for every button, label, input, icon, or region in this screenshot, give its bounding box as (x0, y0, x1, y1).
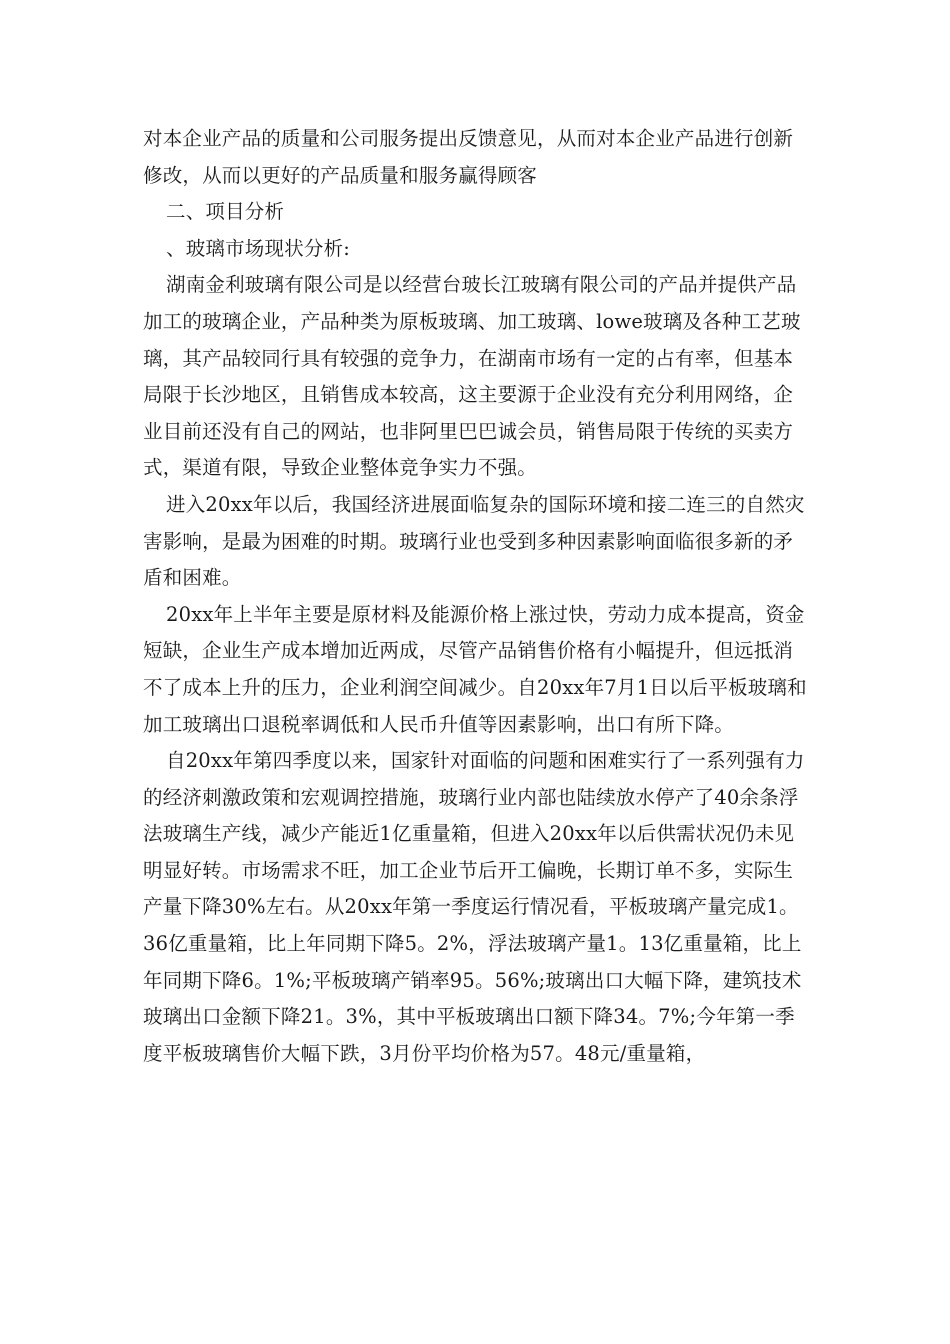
paragraph-fourth-quarter: 自20xx年第四季度以来，国家针对面临的问题和困难实行了一系列强有力的经济刺激政策和宏观调控措施，玻璃行业内部也陆续放水停产了40余条浮法玻璃生产线，减少产能近1亿重量箱，但进入20xx年以后供需状况仍未见明显好转。市场需求不旺，加工企业节后开工偏晚，长期订单不多，实际生产量下降30%左右。从20xx年第一季度运行情况看，平板玻璃产量完成1。36亿重量箱，比上年同期下降5。2%，浮法玻璃产量1。13亿重量箱，比上年同期下降6。1%;平板玻璃产销率95。56%;玻璃出口大幅下降，建筑技术玻璃出口金额下降21。3%，其中平板玻璃出口额下降34。7%;今年第一季度平板玻璃售价大幅下跌，3月份平均价格为57。48元/重量箱， (143, 749, 805, 1065)
paragraph-company-intro: 湖南金利玻璃有限公司是以经营台玻长江玻璃有限公司的产品并提供产品加工的玻璃企业，产品种类为原板玻璃、加工玻璃、lowe玻璃及各种工艺玻璃，其产品较同行具有较强的竞争力，在湖南市场有一定的占有率，但基本局限于长沙地区，且销售成本较高，这主要源于企业没有充分利用网络，企业目前还没有自己的网站，也非阿里巴巴诚会员，销售局限于传统的买卖方式，渠道有限，导致企业整体竞争实力不强。 (143, 273, 801, 480)
subsection-heading-market-status: 、玻璃市场现状分析: (166, 236, 351, 260)
paragraph-feedback: 对本企业产品的质量和公司服务提出反馈意见，从而对本企业产品进行创新修改，从而以更好的产品质量和服务赢得顾客 (143, 127, 794, 187)
document-body (143, 121, 808, 1072)
paragraph-first-half-year: 20xx年上半年主要是原材料及能源价格上涨过快，劳动力成本提高，资金短缺，企业生产成本增加近两成，尽管产品销售价格有小幅提升，但远抵消不了成本上升的压力，企业利润空间减少。自20xx年7月1日以后平板玻璃和加工玻璃出口退税率调低和人民币升值等因素影响，出口有所下降。 (143, 602, 807, 736)
paragraph-economic-environment: 进入20xx年以后，我国经济进展面临复杂的国际环境和接二连三的自然灾害影响，是最为困难的时期。玻璃行业也受到多种因素影响面临很多新的矛盾和困难。 (143, 492, 805, 590)
section-heading-project-analysis: 二、项目分析 (166, 200, 285, 224)
